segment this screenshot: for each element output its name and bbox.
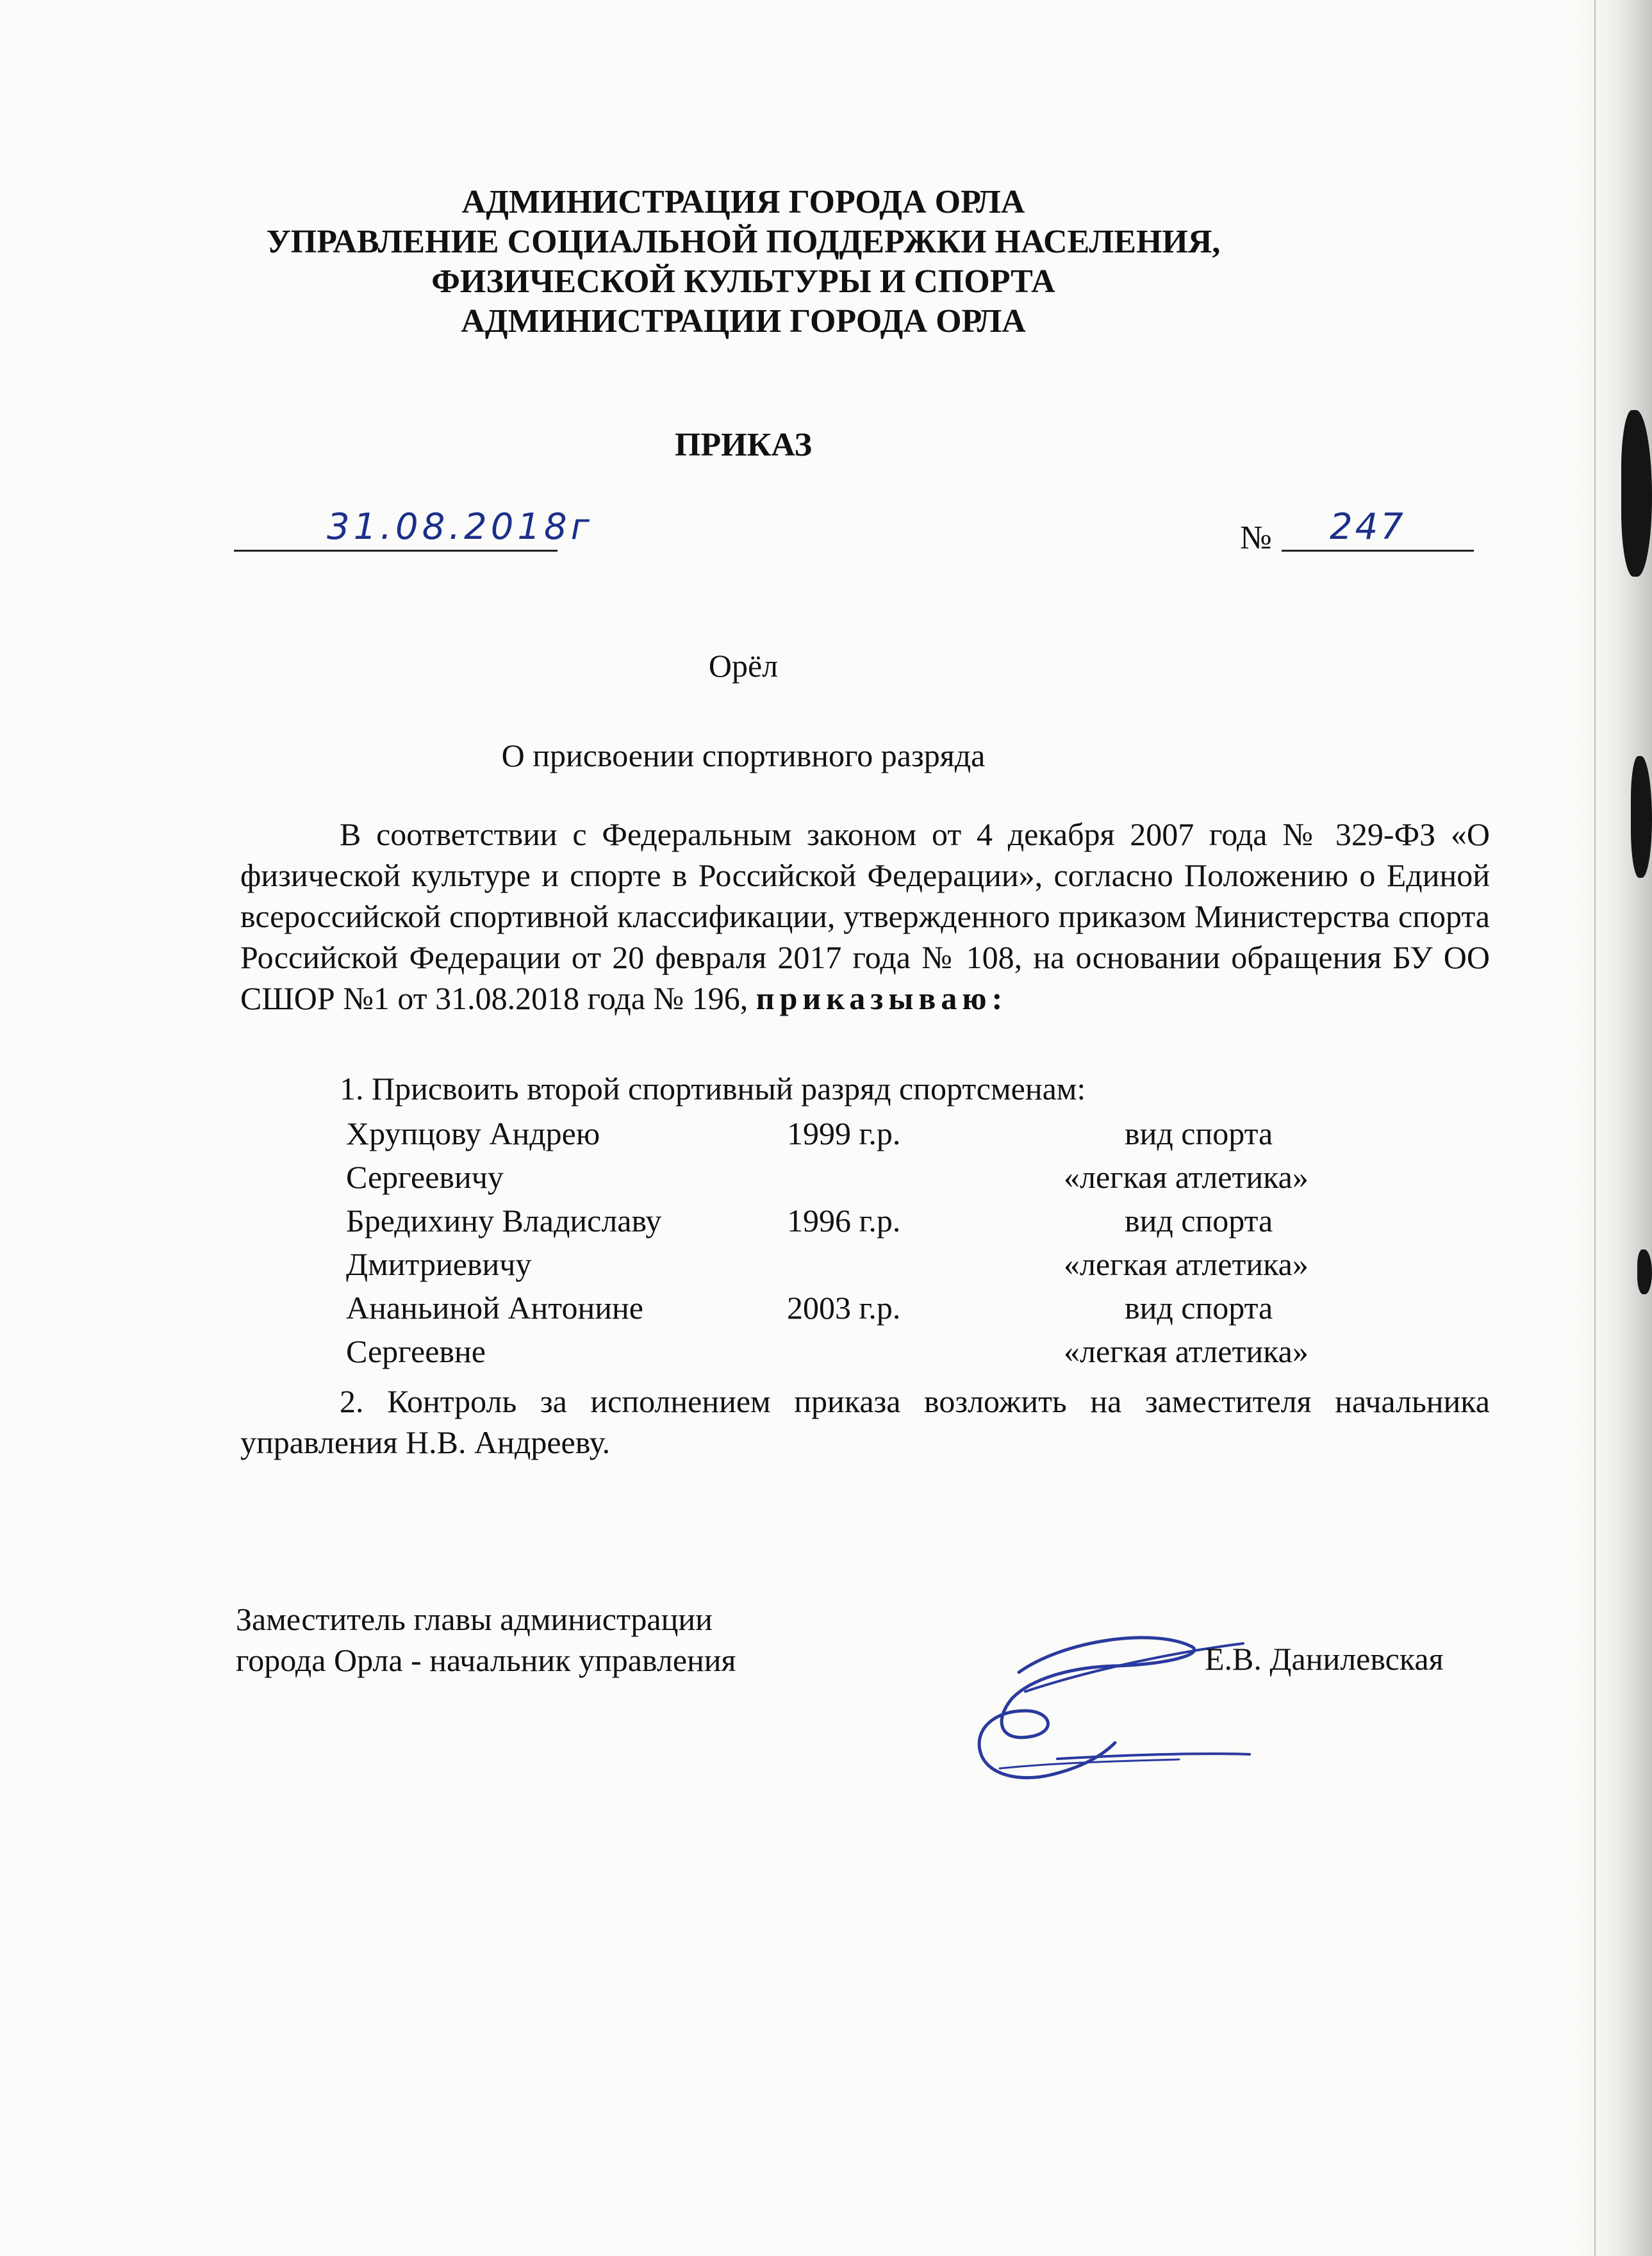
preamble-paragraph: [240, 814, 1490, 1019]
athlete-name-line2: Сергеевне: [346, 1333, 486, 1369]
athlete-sport-label: вид спорта: [1125, 1116, 1273, 1151]
preamble-text: В соответствии с Федеральным законом от 4 декабря 2007 года № 329-ФЗ «О физической культуре и спорте в Российской Федерации», согласно Положению о Единой всероссийской спортивной классификации, утвержденного приказом Министерства спорта Российской Федерации от 20 февраля 2017 года № 108, на основании обращения БУ ОО СШОР №1 от 31.08.2018 года № 196,: [240, 816, 1490, 1016]
athlete-sport: «легкая атлетика»: [1064, 1333, 1309, 1369]
document-header: [179, 183, 1307, 342]
number-label: №: [1240, 520, 1272, 556]
header-line: АДМИНИСТРАЦИИ ГОРОДА ОРЛА: [461, 303, 1026, 340]
athlete-sport-label: вид спорта: [1125, 1290, 1273, 1326]
athlete-sport: «легкая атлетика»: [1064, 1246, 1309, 1282]
athlete-name-line1: Ананьиной Антонине: [346, 1290, 643, 1326]
header-line: ФИЗИЧЕСКОЙ КУЛЬТУРЫ И СПОРТА: [431, 263, 1055, 300]
athlete-name-line1: Хрупцову Андрею: [346, 1116, 600, 1151]
signer-name: Е.В. Данилевская: [1205, 1641, 1444, 1677]
page-edge-shadow: [1575, 0, 1652, 2256]
signer-position-line: Заместитель главы администрации: [236, 1601, 713, 1637]
athlete-sport-label: вид спорта: [1125, 1203, 1273, 1239]
order-keyword: приказываю:: [756, 980, 1008, 1016]
document-title: ПРИКАЗ: [674, 427, 813, 463]
city: Орёл: [708, 648, 779, 684]
athlete-sport: «легкая атлетика»: [1064, 1159, 1309, 1195]
signer-position-line: города Орла - начальник управления: [236, 1642, 736, 1678]
item-1: 1. Присвоить второй спортивный разряд спортсменам:: [340, 1071, 1086, 1107]
order-subject: О присвоении спортивного разряда: [501, 737, 986, 773]
athlete-name-line1: Бредихину Владиславу: [346, 1203, 662, 1239]
signer-position: [236, 1599, 736, 1681]
athlete-name-line2: Дмитриевичу: [346, 1246, 532, 1282]
athlete-birth-year: 1996 г.р.: [787, 1203, 901, 1239]
order-date: 31.08.2018г: [327, 506, 594, 548]
athlete-name-line2: Сергеевичу: [346, 1159, 504, 1195]
order-number: 247: [1330, 506, 1406, 548]
item-2: 2. Контроль за исполнением приказа возложить на заместителя начальника управления Н.В. Андрееву.: [240, 1383, 1490, 1460]
athlete-birth-year: 1999 г.р.: [787, 1116, 901, 1151]
scan-stain: [1637, 1249, 1652, 1294]
header-line: АДМИНИСТРАЦИЯ ГОРОДА ОРЛА: [461, 184, 1025, 220]
athlete-birth-year: 2003 г.р.: [787, 1290, 901, 1326]
header-line: УПРАВЛЕНИЕ СОЦИАЛЬНОЙ ПОДДЕРЖКИ НАСЕЛЕНИЯ,: [266, 224, 1221, 260]
